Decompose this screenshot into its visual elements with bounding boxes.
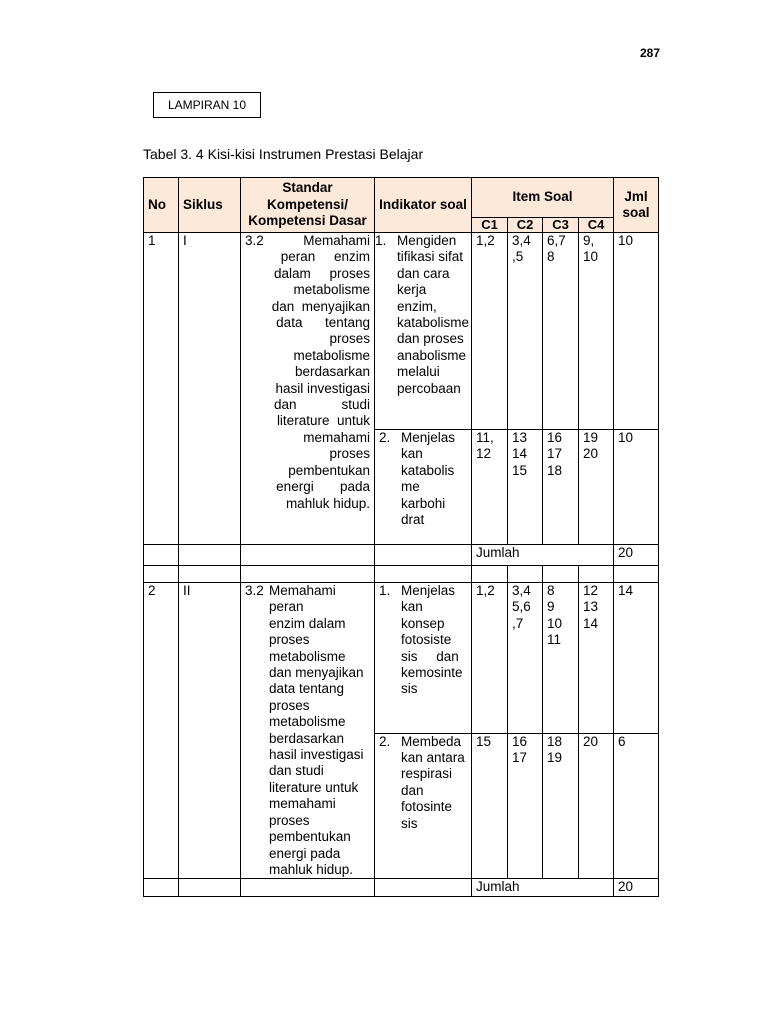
cycle1-total-row [144,545,659,566]
text-line: 8 [547,249,555,265]
text-line: dan [401,782,424,798]
text-line: energi pada [269,845,341,861]
indicator-text [401,734,467,832]
header-siklus: Siklus [179,178,241,233]
cycle2-ind1-c2 [508,583,543,734]
text-line: Menjelas [401,583,456,598]
text-line: kan [401,599,423,615]
text-line: literature untuk [269,779,359,795]
cycle1-ind1-c3 [543,233,579,430]
text-line: 1,2 [476,233,495,248]
text-line: 18 [547,733,563,749]
indicator-text [401,430,467,528]
header-row-1 [144,178,659,218]
cycle2-standar [241,583,375,879]
header-jml: Jml soal [614,178,659,233]
text-line: 20 [583,446,599,462]
header-no: No [144,178,179,233]
text-line: karbohi [401,495,446,511]
cycle2-ind1-jml: 14 [614,583,659,734]
text-line: memahami [303,429,370,445]
text-line: katabolis [401,462,455,478]
text-line: mahluk hidup. [269,861,354,877]
text-line: melalui [397,364,440,380]
text-line: sis [401,815,418,831]
text-line: metabolisme [269,648,346,664]
cycle2-ind2-c1 [472,733,508,879]
cycle1-no: 1 [144,233,179,545]
text-line: metabolisme [269,714,346,730]
text-line: proses [329,331,370,347]
text-line: 17 [547,446,563,462]
text-line: 11 [547,632,562,648]
header-c2: C2 [508,218,543,233]
text-line: Menjelas [401,430,456,445]
cycle1-ind1-c1 [472,233,508,430]
text-line: tifikasi sifat [397,249,464,265]
text-line: proses [269,632,310,648]
text-line: data tentang [276,315,370,331]
cycle2-ind1-c1 [472,583,508,734]
text-line: 19 [583,430,599,445]
cycle1-indicator-2 [375,430,472,545]
text-line: 10 [547,615,563,631]
cycle1-ind2-c3 [543,430,579,545]
cycle1-ind1-c4 [579,233,614,430]
text-line: fotosinte [401,799,453,815]
text-line: percobaan [397,380,461,396]
text-line: 14 [583,615,599,631]
text-line: fotosiste [401,632,452,648]
text-line: energi pada [276,479,370,495]
text-line: literature untuk [276,413,370,429]
header-standar: Standar Kompetensi/ Kompetensi Dasar [241,178,375,233]
text-line: 1,2 [476,583,495,598]
text-line: konsep [401,615,445,631]
header-c4: C4 [579,218,614,233]
cycle2-sk-text [269,583,370,878]
text-line: sis dan [401,648,459,664]
text-line: memahami [269,796,336,812]
text-line: proses [269,697,310,713]
indicator-text [401,583,467,698]
cycle1-siklus: I [179,233,241,545]
text-line: 9 [547,599,555,615]
text-line: kan antara [401,750,465,766]
text-line: me [401,479,420,495]
text-line: 17 [512,750,528,766]
text-line: respirasi [401,766,453,782]
cycle2-total: 20 [614,879,659,896]
cycle1-ind2-jml: 10 [614,430,659,545]
competency-grid-table [143,177,659,897]
text-line: dalam proses [273,265,370,281]
cycle2-no: 2 [144,583,179,879]
text-line: peran enzim [280,249,370,265]
text-line: 6,7 [547,233,566,248]
text-line: 16 [512,733,528,749]
cycle2-ind2-jml: 6 [614,733,659,879]
text-line: dan cara [397,265,450,281]
text-line: 10 [583,249,599,265]
cycle1-sk-text [267,233,370,512]
text-line: 13 [512,430,528,445]
cycle1-ind2-c1 [472,430,508,545]
text-line: enzim, [397,298,437,314]
attachment-label-box [153,92,261,118]
cycle2-ind2-c4 [579,733,614,879]
text-line: ,5 [512,249,524,265]
cycle2-sk-number: 3.2 [245,583,264,598]
cycle1-standar [241,233,375,545]
text-line: kemosinte [401,665,463,681]
text-line: data tentang [269,681,345,697]
text-line: peran [269,599,304,615]
text-line: berdasarkan [269,730,345,746]
cycle1-ind1-jml: 10 [614,233,659,430]
cycle2-row-a [144,583,659,734]
cycle1-row-a [144,233,659,430]
competency-grid-table-wrapper [143,177,658,897]
text-line: enzim dalam [269,615,346,631]
cycle1-sk-number: 3.2 [245,233,264,248]
text-line: Mengiden [397,233,457,248]
text-line: dan menyajikan [269,665,364,681]
text-line: anabolisme [397,347,467,363]
text-line: 19 [547,750,563,766]
text-line: dan menyajikan [271,298,370,314]
indicator-number: 1. [379,583,391,598]
text-line: 3,4 [512,233,531,248]
cycle2-indicator-2 [375,733,472,879]
text-line: 12 [583,583,599,598]
text-line: proses [329,446,370,462]
text-line: dan studi [273,397,370,413]
cycle1-ind1-c2 [508,233,543,430]
table-caption: Tabel 3. 4 Kisi-kisi Instrumen Prestasi Belajar [143,146,424,162]
cycle1-total: 20 [614,545,659,566]
cycle1-ind2-c4 [579,430,614,545]
text-line: pembentukan [269,829,351,845]
text-line: ,7 [512,615,524,631]
text-line: 16 [547,430,563,445]
text-line: 15 [512,462,528,478]
text-line: berdasarkan [294,364,370,380]
header-indikator: Indikator soal [375,178,472,233]
cycle1-total-label: Jumlah [472,545,614,566]
spacer-row [144,566,659,583]
text-line: 13 [583,599,599,615]
text-line: drat [401,512,425,528]
text-line: dan studi [269,763,324,779]
cycle2-ind1-c4 [579,583,614,734]
cycle2-total-label: Jumlah [472,879,614,896]
indicator-number: 2. [379,430,391,445]
text-line: 3,4 [512,583,531,598]
header-c1: C1 [472,218,508,233]
text-line: hasil investigasi [275,380,370,396]
text-line: 14 [512,446,528,462]
text-line: 15 [476,733,492,749]
text-line: kerja [397,282,427,298]
text-line: 8 [547,583,555,598]
cycle1-indicator-1 [375,233,472,430]
cycle2-ind1-c3 [543,583,579,734]
text-line: proses [269,812,310,828]
cycle2-ind2-c2 [508,733,543,879]
text-line: dan proses [397,331,464,347]
page-number: 287 [640,46,661,60]
attachment-label: LAMPIRAN 10 [167,98,247,112]
indicator-number: 1. [375,233,387,248]
text-line: 5,6 [512,599,531,615]
cycle2-indicator-1 [375,583,472,734]
text-line: sis [401,681,418,697]
text-line: Memahami [269,583,336,598]
text-line: hasil investigasi [269,747,364,763]
indicator-number: 2. [379,733,391,749]
text-line: 18 [547,462,563,478]
indicator-text [397,233,469,397]
text-line: metabolisme [293,282,370,298]
cycle1-ind2-c2 [508,430,543,545]
text-line: pembentukan [288,462,370,478]
cycle2-total-row [144,879,659,896]
cycle2-ind2-c3 [543,733,579,879]
cycle2-siklus: II [179,583,241,879]
header-c3: C3 [543,218,579,233]
text-line: 20 [583,733,599,749]
text-line: mahluk hidup. [285,495,370,511]
text-line: Membeda [401,733,462,749]
text-line: metabolisme [293,347,370,363]
header-item-soal: Item Soal [472,178,614,218]
text-line: kan [401,446,423,462]
text-line: 11, [476,430,494,445]
text-line: 12 [476,446,492,462]
text-line: Memahami [303,233,370,248]
text-line: katabolisme [397,315,470,331]
text-line: 9, [583,233,595,248]
